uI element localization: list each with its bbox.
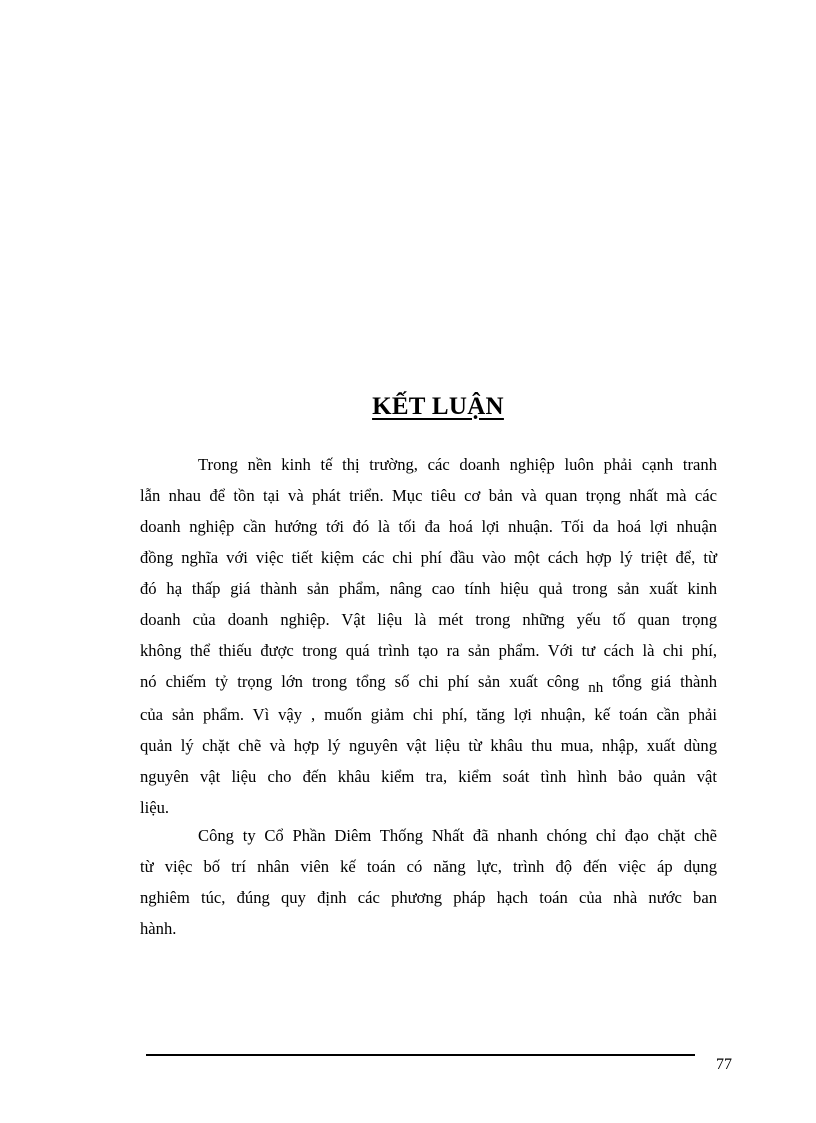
paragraph-line: lẫn nhau để tồn tại và phát triển. Mục tiêu cơ bản và quan trọng nhất mà các — [140, 486, 717, 505]
paragraph-line: liệu. — [140, 798, 170, 817]
paragraph-2 — [140, 820, 717, 944]
paragraph-line: doanh nghiệp cần hướng tới đó là tối đa hoá lợi nhuận. Tối da hoá lợi nhuận — [140, 517, 717, 536]
paragraph-line: từ việc bố trí nhân viên kế toán có năng lực, trình độ đến việc áp dụng — [140, 857, 717, 876]
paragraph-line: đồng nghĩa với việc tiết kiệm các chi phí đầu vào một cách hợp lý triệt để, từ — [140, 548, 717, 567]
paragraph-line: hành. — [140, 919, 177, 938]
paragraph-line: đó hạ thấp giá thành sản phẩm, nâng cao tính hiệu quả trong sản xuất kinh — [140, 579, 717, 598]
paragraph-line: quản lý chặt chẽ và hợp lý nguyên vật liệu từ khâu thu mua, nhập, xuất dùng — [140, 736, 717, 755]
footer-divider — [146, 1054, 695, 1056]
page-number: 77 — [716, 1056, 732, 1073]
line-text-after: tổng giá thành — [612, 672, 717, 691]
paragraph-line: nguyên vật liệu cho đến khâu kiểm tra, kiểm soát tình hình bảo quản vật — [140, 767, 717, 786]
stray-subscript: nh — [588, 680, 604, 696]
paragraph-line: Công ty Cổ Phần Diêm Thống Nhất đã nhanh chóng chỉ đạo chặt chẽ — [198, 826, 717, 845]
paragraph-line: Trong nền kinh tế thị trường, các doanh nghiệp luôn phải cạnh tranh — [198, 455, 717, 474]
paragraph-line: doanh của doanh nghiệp. Vật liệu là mét trong những yếu tố quan trọng — [140, 610, 717, 629]
page-title: KẾT LUẬN — [372, 393, 504, 420]
paragraph-line — [140, 666, 717, 699]
paragraph-line: của sản phẩm. Vì vậy , muốn giảm chi phí, tăng lợi nhuận, kế toán cần phải — [140, 705, 717, 724]
paragraph-1 — [140, 449, 717, 823]
paragraph-line: không thể thiếu được trong quá trình tạo ra sản phẩm. Với tư cách là chi phí, — [140, 641, 717, 660]
paragraph-line: nghiêm túc, đúng quy định các phương pháp hạch toán của nhà nước ban — [140, 888, 717, 907]
line-text-before: nó chiếm tỷ trọng lớn trong tổng số chi phí sản xuất công — [140, 672, 580, 691]
